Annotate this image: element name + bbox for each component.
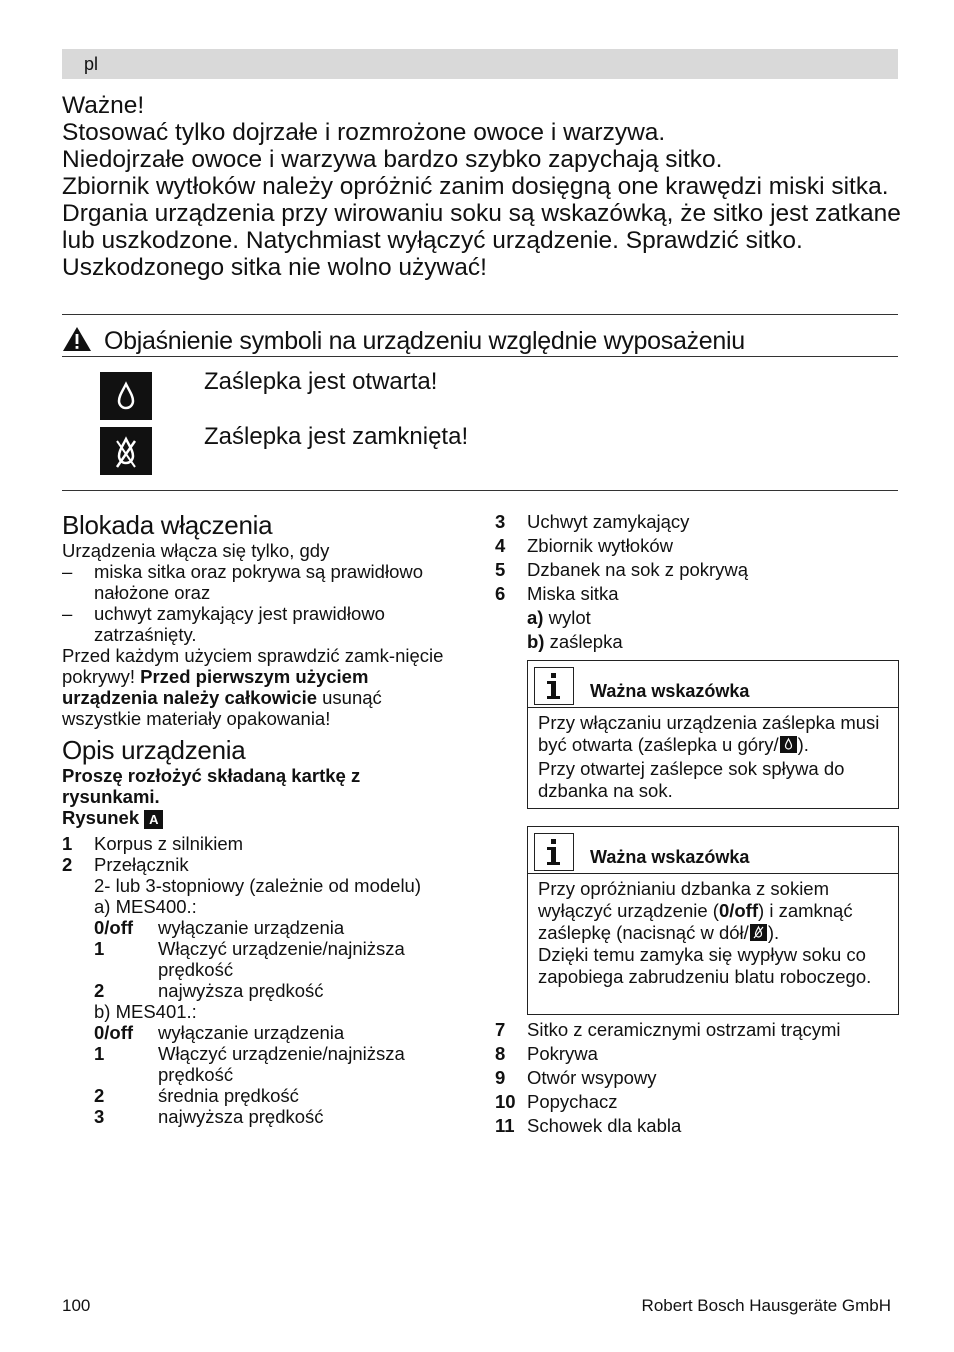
setting-row: 0/off wyłączanie urządzenia	[94, 917, 345, 938]
list-item: 11 Schowek dla kabla	[495, 1115, 682, 1136]
figure-a-icon: A	[144, 810, 163, 829]
right-column-bottom	[495, 1018, 895, 1138]
setting-row: 3 najwyższa prędkość	[94, 1106, 324, 1127]
list-item: 3 Uchwyt zamykający	[495, 511, 690, 532]
unfold-instruction: Proszę rozłożyć składaną kartkę z rysunkami.	[62, 765, 361, 807]
warning-line: Drgania urządzenia przy wirowaniu soku są wskazówką, że sitko jest zatkane lub uszkodzone. Natychmiast wyłączyć urządzenie. Sprawdzić sitko. Uszkodzonego sitka nie wolno używać!	[62, 200, 901, 281]
important-note: Ważna wskazówka Przy opróżnianiu dzbanka z sokiem wyłączyć urządzenie (0/off) i zamknąć zaślepkę (nacisnąć w dół/ ). Dzięki temu zamyka się wypływ soku co zapobiega zabrudzeniu blatu roboczego.	[527, 826, 899, 1015]
subitem: b) zaślepka	[527, 631, 623, 652]
list-item: 2 Przełącznik	[62, 854, 189, 875]
list-item: 9 Otwór wsypowy	[495, 1067, 657, 1088]
subitem: a) wylot	[527, 607, 591, 628]
setting-row: 1 Włączyć urządzenie/najniższa prędkość	[94, 938, 405, 980]
list-item: – miska sitka oraz pokrywa są prawidłowo nałożone oraz	[62, 561, 424, 603]
list-item: 1 Korpus z silnikiem	[62, 833, 244, 854]
list-item: – uchwyt zamykający jest prawidłowo zatrzaśnięty.	[62, 603, 385, 645]
description-title: Opis urządzenia	[62, 735, 246, 765]
lock-paragraph: Przed każdym użyciem sprawdzić zamk-nięcie pokrywy! Przed pierwszym użyciem urządzenia należy całkowicie usunąć wszystkie materiały opakowania!	[62, 645, 444, 729]
drop-open-icon	[780, 736, 797, 753]
setting-row: 1 Włączyć urządzenie/najniższa prędkość	[94, 1043, 405, 1085]
list-item: 5 Dzbanek na sok z pokrywą	[495, 559, 749, 580]
drop-open-icon	[100, 372, 152, 420]
symbols-title: Objaśnienie symboli na urządzeniu względnie wyposażeniu	[104, 327, 745, 355]
symbol-text: Zaślepka jest zamknięta!	[204, 423, 469, 450]
setting-row: 0/off wyłączanie urządzenia	[94, 1022, 345, 1043]
important-note: Ważna wskazówka Przy włączaniu urządzenia zaślepka musi być otwarta (zaślepka u góry/ ). Przy otwartej zaślepce sok spływa do dzbanka na sok.	[527, 660, 899, 809]
divider	[62, 490, 898, 491]
lock-intro: Urządzenia włącza się tylko, gdy	[62, 540, 330, 561]
warning-triangle-icon	[62, 326, 94, 359]
left-column	[62, 510, 462, 1127]
list-item: 6 Miska sitka	[495, 583, 619, 604]
note-heading: Ważna wskazówka	[590, 847, 750, 867]
warning-title: Ważne!	[62, 92, 145, 119]
drop-closed-icon	[100, 427, 152, 475]
warning-line: Niedojrzałe owoce i warzywa bardzo szybko zapychają sitko.	[62, 146, 723, 173]
list-item: 10 Popychacz	[495, 1091, 618, 1112]
setting-row: 2 średnia prędkość	[94, 1085, 299, 1106]
info-icon	[534, 667, 574, 705]
language-code: pl	[84, 54, 99, 74]
warning-block	[62, 92, 902, 281]
note-heading: Ważna wskazówka	[590, 681, 750, 701]
footer-company: Robert Bosch Hausgeräte GmbH	[641, 1296, 891, 1315]
list-item: 8 Pokrywa	[495, 1043, 598, 1064]
symbol-text: Zaślepka jest otwarta!	[204, 368, 438, 395]
info-icon	[534, 833, 574, 871]
divider	[62, 314, 898, 315]
switch-details: 2- lub 3-stopniowy (zależnie od modelu) a) MES400.: 0/off wyłączanie urządzenia 1 Włączyć urządzenie/najniższa prędkość 2 najwyższa prędkość b) MES401.: 0/off wyłączanie urządzenia 1 Włączyć urządzenie/najniższa prędkość 2 średnia prędkość 3 najwyższa prędkość	[94, 875, 462, 1127]
symbols-heading	[62, 326, 745, 359]
right-column-top	[495, 510, 895, 654]
warning-line: Zbiornik wytłoków należy opróżnić zanim dosięgną one krawędzi miski sitka.	[62, 173, 889, 200]
language-bar	[62, 49, 898, 79]
figure-reference: Rysunek A	[62, 807, 462, 829]
lock-title: Blokada włączenia	[62, 510, 273, 540]
divider	[62, 356, 898, 357]
page-number: 100	[62, 1296, 91, 1315]
list-item: 7 Sitko z ceramicznymi ostrzami trącymi	[495, 1019, 841, 1040]
list-item: 4 Zbiornik wytłoków	[495, 535, 673, 556]
drop-closed-icon	[750, 924, 767, 941]
warning-line: Stosować tylko dojrzałe i rozmrożone owoce i warzywa.	[62, 119, 666, 146]
setting-row: 2 najwyższa prędkość	[94, 980, 324, 1001]
